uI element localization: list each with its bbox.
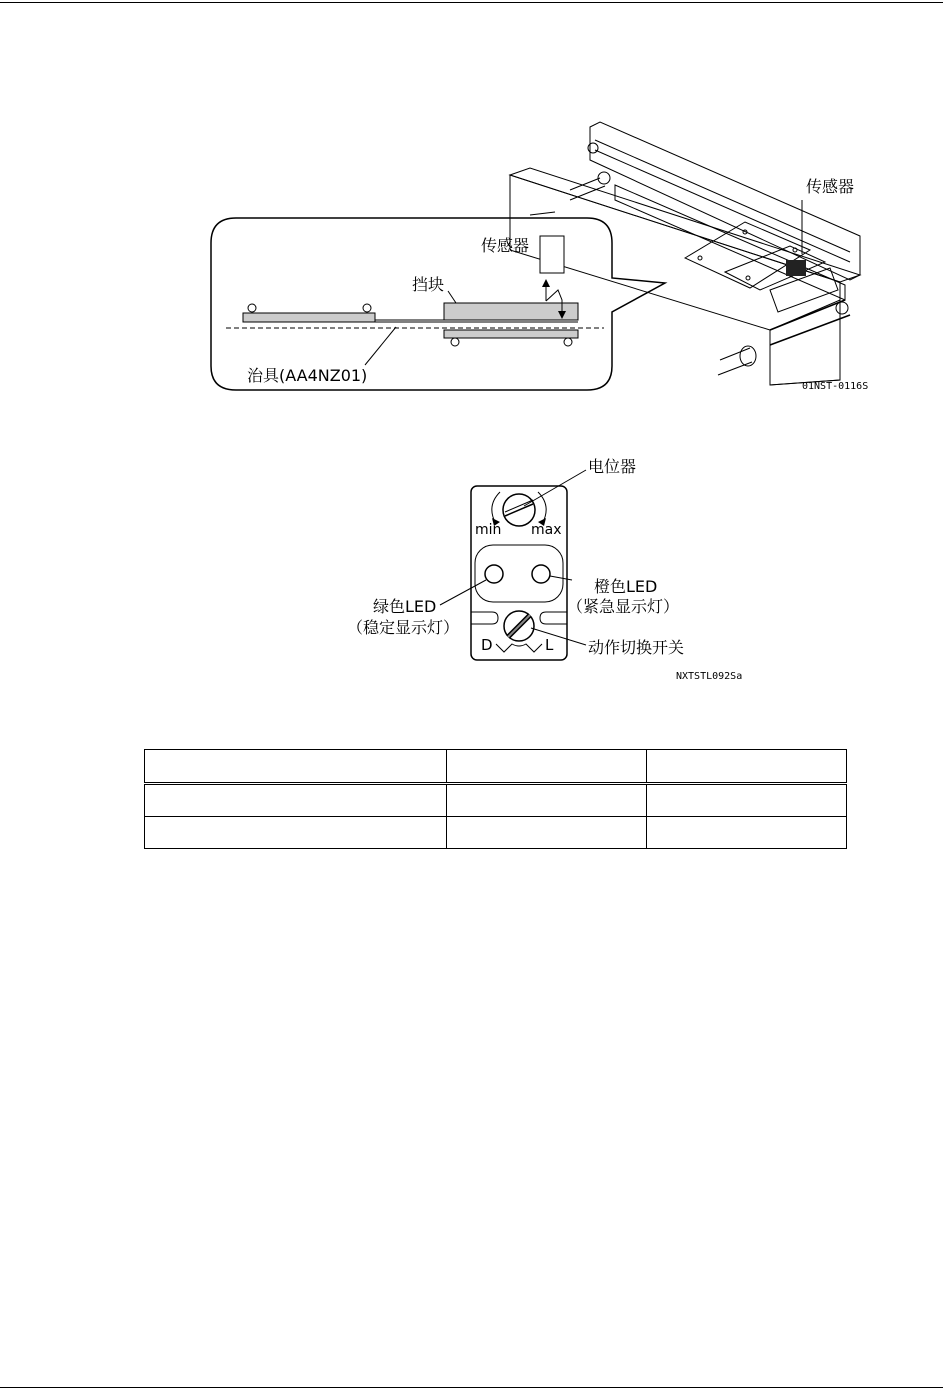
green-led-sub: （稳定显示灯） (347, 618, 460, 637)
switch-label: 动作切换开关 (588, 638, 685, 657)
sensor-label-outer: 传感器 (806, 177, 855, 196)
table-row (145, 784, 847, 817)
table-cell (145, 784, 447, 817)
orange-led-sub: （紧急显示灯） (567, 597, 680, 616)
table-header-cell (145, 750, 447, 784)
max-label: max (531, 522, 562, 538)
table-cell (647, 817, 847, 849)
stopper-label: 挡块 (412, 275, 445, 294)
bottom-rule (0, 1387, 943, 1388)
table-cell (447, 817, 647, 849)
orange-led-label: 橙色LED (594, 577, 658, 596)
table-row (145, 817, 847, 849)
panel-drawing (471, 486, 567, 660)
l-label: L (545, 636, 554, 654)
figure2-code: NXTSTL092Sa (676, 671, 743, 682)
table-cell (647, 784, 847, 817)
green-led-label: 绿色LED (373, 597, 437, 616)
green-led (485, 565, 503, 583)
table-cell (145, 817, 447, 849)
table-header-cell (647, 750, 847, 784)
spec-table (144, 749, 847, 849)
min-label: min (475, 522, 502, 538)
potentiometer-label: 电位器 (588, 457, 637, 476)
table-header-cell (447, 750, 647, 784)
figure1-code: 01NST-0116S (802, 381, 869, 392)
sensor-label-inner: 传感器 (481, 236, 530, 255)
d-label: D (481, 636, 493, 654)
table-cell (447, 784, 647, 817)
table-header-row (145, 750, 847, 784)
orange-led (532, 565, 550, 583)
jig-label: 治具(AA4NZ01) (247, 366, 368, 385)
